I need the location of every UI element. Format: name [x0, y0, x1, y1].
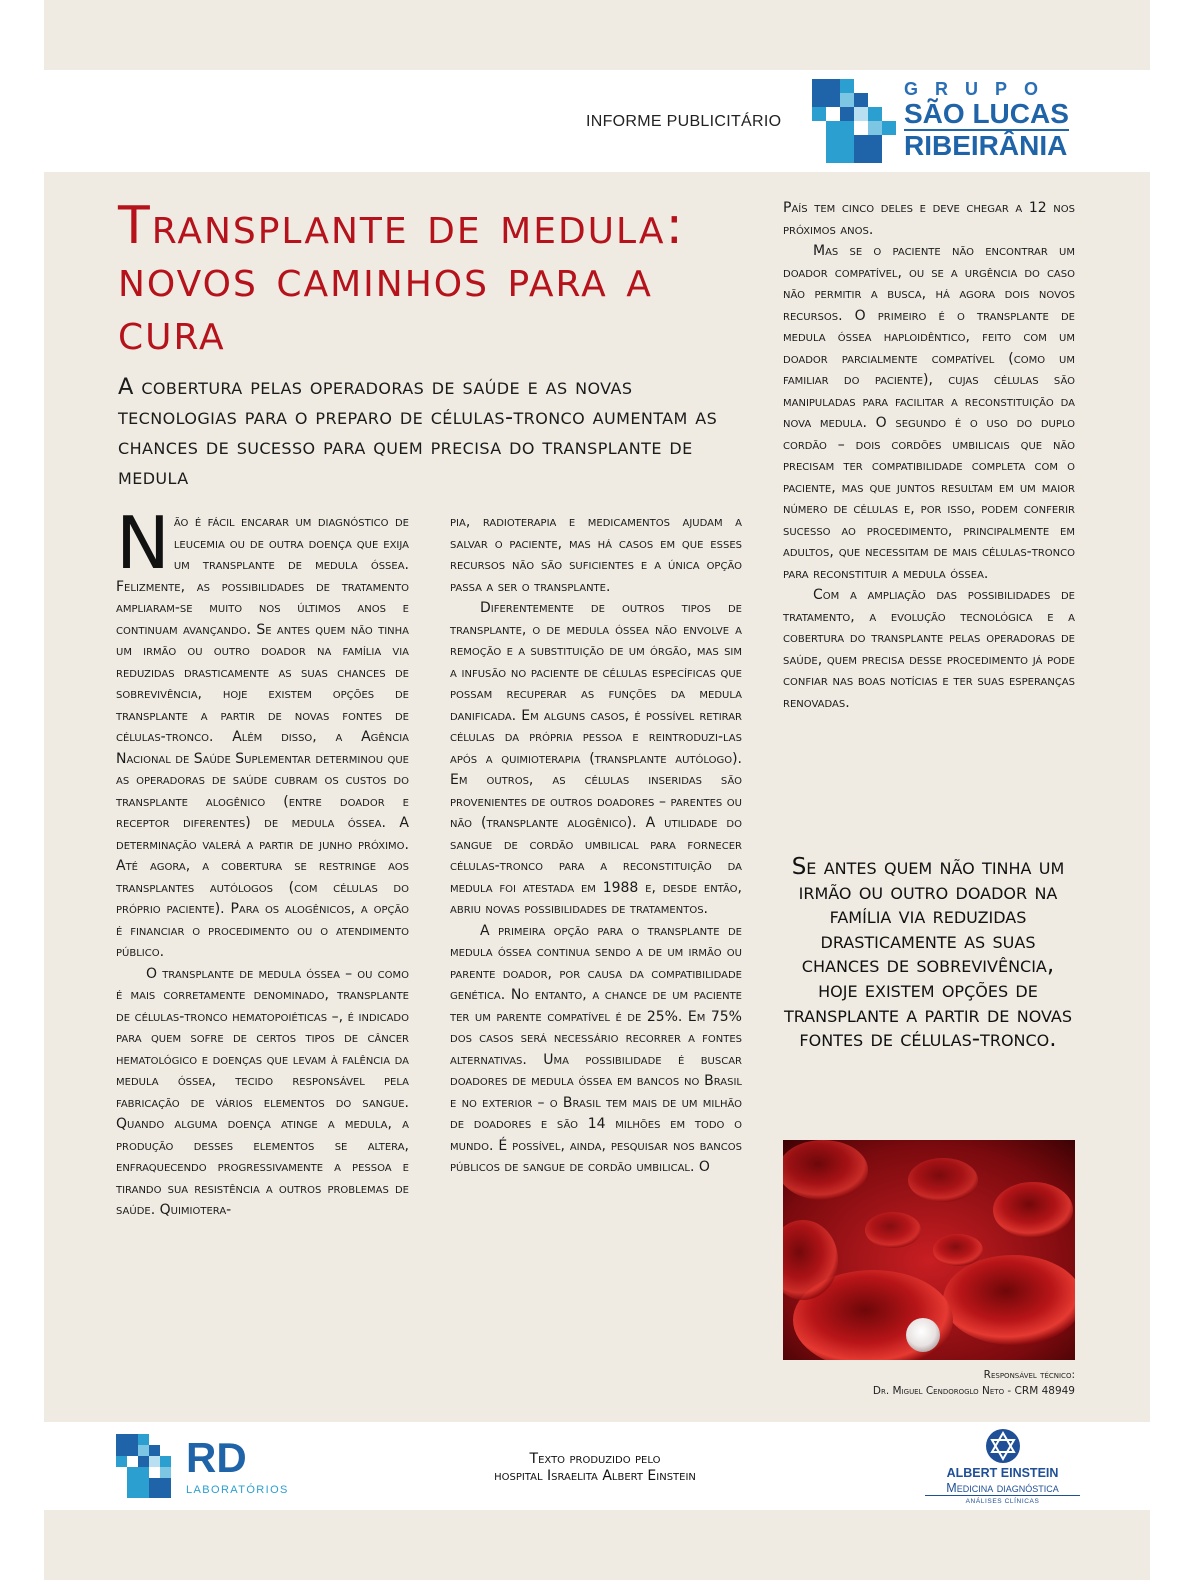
- logo-grupo-text: GRUPO: [904, 79, 1056, 99]
- paragraph-5: A primeira opção para o transplante de medula óssea continua sendo a de um irmão ou parente doador, por causa da compatibilidade genética. No entanto, a chance de um paciente ter um parente compatível é de 25%. Em 75% dos casos será necessário recorrer a fontes alternativas. Uma possibilidade é buscar doadores de medula óssea em bancos no Brasil e no exterior – o Brasil tem mais de um milhão de doadores e são 14 milhões em todo o mundo. É possível, ainda, pesquisar nos bancos públicos de sangue de cordão umbilical. O: [450, 922, 742, 1175]
- technical-credit: [783, 1367, 1075, 1399]
- paragraph-4: Diferentemente de outros tipos de transplante, o de medula óssea não envolve a remoção e a substituição de um órgão, mas sim a infusão no paciente de células específicas que possam recuperar as funções da medula danificada. Em alguns casos, é possível retirar células da própria pessoa e reintroduzi-las após a quimioterapia (transplante autólogo). Em outros, as células inseridas são provenientes de outros doadores – parentes ou não (transplante alogênico). A utilidade do sangue de cordão umbilical para fornecer células-tronco para a reconstituição da medula foi atestada em 1988 e, desde então, abriu novas possibilidades de tratamentos.: [450, 600, 742, 917]
- ae-logo-name: ALBERT EINSTEIN: [946, 1466, 1059, 1480]
- ae-logo-tagline: ANÁLISES CLÍNICAS: [965, 1498, 1040, 1505]
- footer-credit-line-2: hospital Israelita Albert Einstein: [494, 1468, 696, 1484]
- logo-sao-lucas-text: SÃO LUCAS: [904, 98, 1069, 129]
- paragraph-1-text: ão é fácil encarar um diagnóstico de leucemia ou de outra doença que exija um transplante de medula óssea. Felizmente, as possibilidades de tratamento ampliaram-se muito nos últimos anos e continuam avançando. Se antes quem não tinha um irmão ou outro doador na família via reduzidas drasticamente as suas chances de sobrevivência, hoje existem opções de transplante a partir de novas fontes de células-tronco. Além disso, a Agência Nacional de Saúde Suplementar determinou que as operadoras de saúde cubram os custos do transplante alogênico (entre doador e receptor diferentes) de medula óssea. A determinação valerá a partir de junho próximo. Até agora, a cobertura se restringe aos transplantes autólogos (com células do próprio paciente). Para os alogênicos, a opção é financiar o procedimento ou o atendimento público.: [116, 514, 409, 960]
- rd-logo-text: RD: [186, 1434, 247, 1481]
- blood-cells-photo: [783, 1140, 1075, 1360]
- rd-laboratorios-logo: [116, 1434, 316, 1500]
- column-1: [116, 501, 409, 1222]
- paragraph-3: pia, radioterapia e medicamentos ajudam a salvar o paciente, mas há casos em que esses recursos não são suficientes e a única opção passa a ser o transplante.: [450, 514, 742, 595]
- article-title: Transplante de medula: novos caminhos para a cura: [118, 196, 686, 362]
- paragraph-1: [116, 501, 409, 964]
- paragraph-7: Mas se o paciente não encontrar um doador compatível, ou se a urgência do caso não permitir a busca, há agora dois novos recursos. O primeiro é o transplante de medula óssea haploidêntico, feito com um doador parcialmente compatível (como um familiar do paciente), cujas células são manipuladas para facilitar a reconstituição da nova medula. O segundo é o uso do duplo cordão – dois cordões umbilicais que não precisam ter compatibilidade completa com o paciente, mas que juntos resultam em um maior número de células e, por isso, podem conferir sucesso ao procedimento, principalmente em adultos, que necessitam de mais células-tronco para reconstituir a medula óssea.: [783, 243, 1075, 582]
- rd-logo-subtitle: LABORATÓRIOS: [186, 1484, 289, 1496]
- column-3: [783, 198, 1075, 714]
- ae-logo-division: Medicina diagnóstica: [925, 1481, 1080, 1496]
- rd-logo-mosaic-icon: [116, 1434, 180, 1498]
- bottom-band: [44, 1510, 1150, 1580]
- grupo-sao-lucas-logo: [812, 79, 1082, 163]
- sao-lucas-logo-mosaic-icon: [812, 79, 896, 163]
- paragraph-6: País tem cinco deles e deve chegar a 12 nos próximos anos.: [783, 200, 1075, 238]
- credit-name: Dr. Miguel Cendoroglo Neto - CRM 48949: [872, 1385, 1075, 1397]
- footer-credit-line-1: Texto produzido pelo: [529, 1451, 661, 1467]
- logo-ribeirania-text: RIBEIRÂNIA: [904, 130, 1068, 161]
- credit-label: Responsável técnico:: [983, 1369, 1075, 1381]
- pull-quote: Se antes quem não tinha um irmão ou outro doador na família via reduzidas drasticamente as suas chances de sobrevivência, hoje existem opções de transplante a partir de novas fontes de células-tronco.: [783, 854, 1073, 1053]
- star-of-david-icon: [985, 1428, 1021, 1464]
- drop-cap: N: [116, 501, 170, 585]
- advertorial-label: INFORME PUBLICITÁRIO: [586, 113, 782, 130]
- footer-credit: [440, 1451, 750, 1485]
- paragraph-8: Com a ampliação das possibilidades de tratamento, a evolução tecnológica e a cobertura do transplante pelas operadoras de saúde, quem precisa desse procedimento já pode confiar nas boas notícias e ter suas esperanças renovadas.: [783, 587, 1075, 711]
- article-subtitle: A cobertura pelas operadoras de saúde e as novas tecnologias para o preparo de células-tronco aumentam as chances de sucesso para quem precisa do transplante de medula: [118, 374, 718, 490]
- paragraph-2: O transplante de medula óssea – ou como é mais corretamente denominado, transplante de células-tronco hematopoiéticas –, é indicado para quem sofre de certos tipos de câncer hematológico e doenças que levam à falência da medula óssea, tecido responsável pela fabricação de vários elementos do sangue. Quando alguma doença atinge a medula, a produção desses elementos se altera, enfraquecendo progressivamente a pessoa e tirando sua resistência a outros problemas de saúde. Quimiotera-: [116, 965, 409, 1218]
- column-2: [450, 512, 742, 1179]
- top-band: [44, 0, 1150, 70]
- albert-einstein-logo: [925, 1428, 1080, 1508]
